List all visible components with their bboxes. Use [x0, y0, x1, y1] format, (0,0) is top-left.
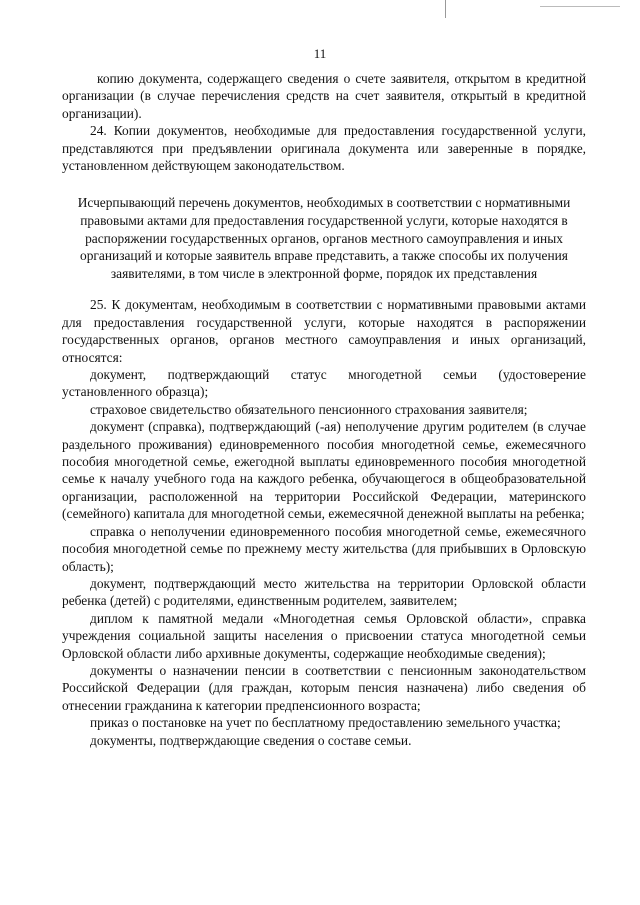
list-item: документы, подтверждающие сведения о составе семьи.: [90, 732, 412, 748]
list-item: документ, подтверждающий статус многодетной семьи (удостоверение установленного образца);: [62, 367, 586, 400]
scan-artifact: [445, 0, 446, 18]
list-item: документы о назначении пенсии в соответствии с пенсионным законодательством Российской Федерации (для граждан, которым пенсия назначена) либо сведения об отнесении гражданина к категории предпенсионного возраста;: [62, 662, 586, 713]
paragraph: копию документа, содержащего сведения о счете заявителя, открытом в кредитной организации (в случае перечисления средств на счет заявителя, открытый в кредитной организации).: [62, 71, 586, 121]
list-item: диплом к памятной медали «Многодетная семья Орловской области», справка учреждения социальной защиты населения о присвоении статуса многодетной семьи Орловской области либо архивные документы, содержащие необходимые сведения);: [62, 610, 586, 661]
page-number: 11: [313, 46, 327, 61]
section-heading: Исчерпывающий перечень документов, необходимых в соответствии с нормативными правовыми актами для предоставления государственной услуги, которые находятся в распоряжении государственных органов, органов местного самоуправления и иных организаций и которые заявитель вправе представить, а также способы их получения заявителями, в том числе в электронной форме, порядок их представления: [77, 195, 571, 281]
list-item: документ (справка), подтверждающий (-ая) неполучение другим родителем (в случае раздельного проживания) единовременного пособия многодетной семье, ежемесячного пособия многодетной семье, ежегодной выплаты единовременного пособия многодетной семье к началу учебного года на каждого ребенка, обучающегося в общеобразовательной организации, расположенной на территории Российской Федерации, материнского (семейного) капитала для многодетной семьи, ежемесячной денежной выплаты на ребенка;: [62, 419, 586, 522]
list-item: справка о неполучении единовременного пособия многодетной семье, ежемесячного пособия многодетной семье по прежнему месту жительства (для прибывших в Орловскую область);: [62, 523, 586, 574]
document-body: [62, 70, 586, 749]
list-item: приказ о постановке на учет по бесплатному предоставлению земельного участка;: [90, 715, 561, 731]
list-item: документ, подтверждающий место жительства на территории Орловской области ребенка (детей) с родителями, единственным родителем, заявителем;: [62, 575, 586, 609]
list-item: страховое свидетельство обязательного пенсионного страхования заявителя;: [90, 401, 528, 417]
scan-artifact: [540, 6, 620, 7]
paragraph-25: 25. К документам, необходимым в соответствии с нормативными правовыми актами для предоставления государственной услуги, которые находятся в распоряжении государственных органов, органов местного самоуправления и иных организаций, относятся:: [62, 297, 586, 365]
paragraph-24: 24. Копии документов, необходимые для предоставления государственной услуги, представляются при предъявлении оригинала документа или заверенные в порядке, установленном действующем законодательством.: [62, 123, 586, 174]
